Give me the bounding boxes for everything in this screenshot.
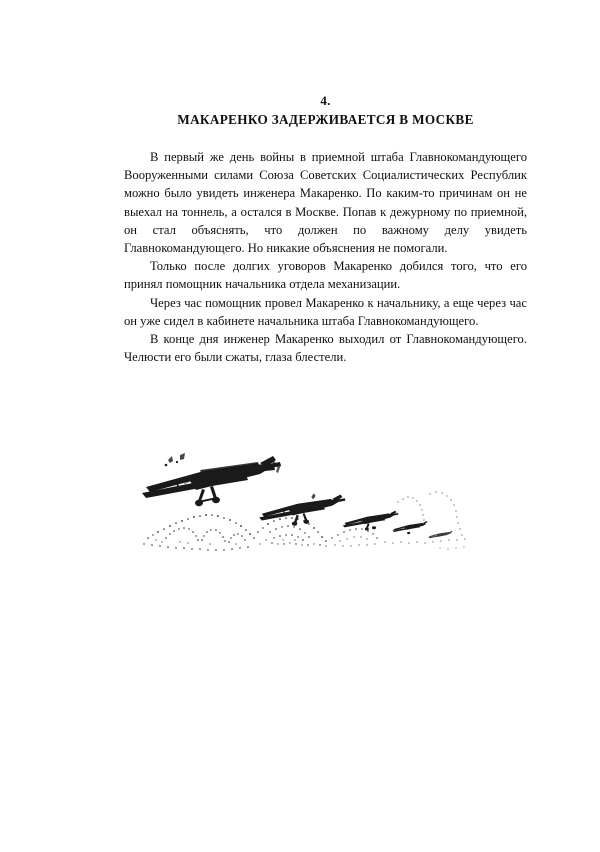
biplane-lead bbox=[142, 456, 281, 506]
chapter-number: 4. bbox=[320, 93, 331, 108]
paragraph: Только после долгих уговоров Макаренко добился того, что его принял помощник начальника отдела механизации. bbox=[124, 259, 527, 292]
biplane-second bbox=[259, 493, 345, 525]
biplane-squadron-illustration bbox=[140, 452, 470, 567]
biplane-squadron-icon bbox=[140, 452, 470, 567]
paragraph: Через час помощник провел Макаренко к начальнику, а еще через час он уже сидел в кабинете начальника штаба Главнокомандующего. bbox=[124, 295, 527, 328]
biplane-third bbox=[343, 511, 399, 531]
biplane-fifth bbox=[428, 531, 452, 539]
body-text bbox=[124, 148, 527, 366]
paragraph: В первый же день войны в приемной штаба Главнокомандующего Вооруженными силами Союза Советских Социалистических Республик можно было увидеть инженера Макаренко. По каким-то причинам он не выехал на тоннель, а остался в Москве. Попав к дежурному по приемной, он стал объяснять, что должен по важному делу увидеть Главнокомандующего. Но никакие объяснения не помогали. bbox=[124, 150, 527, 256]
biplane-fourth bbox=[393, 521, 428, 534]
chapter-heading bbox=[124, 92, 527, 129]
paragraph: В конце дня инженер Макаренко выходил от Главнокомандующего. Челюсти его были сжаты, глаза блестели. bbox=[124, 332, 527, 365]
stippled-clouds bbox=[143, 491, 465, 550]
page-title: МАКАРЕНКО ЗАДЕРЖИВАЕТСЯ В МОСКВЕ bbox=[177, 112, 474, 127]
lead-plane-markings bbox=[165, 453, 185, 466]
